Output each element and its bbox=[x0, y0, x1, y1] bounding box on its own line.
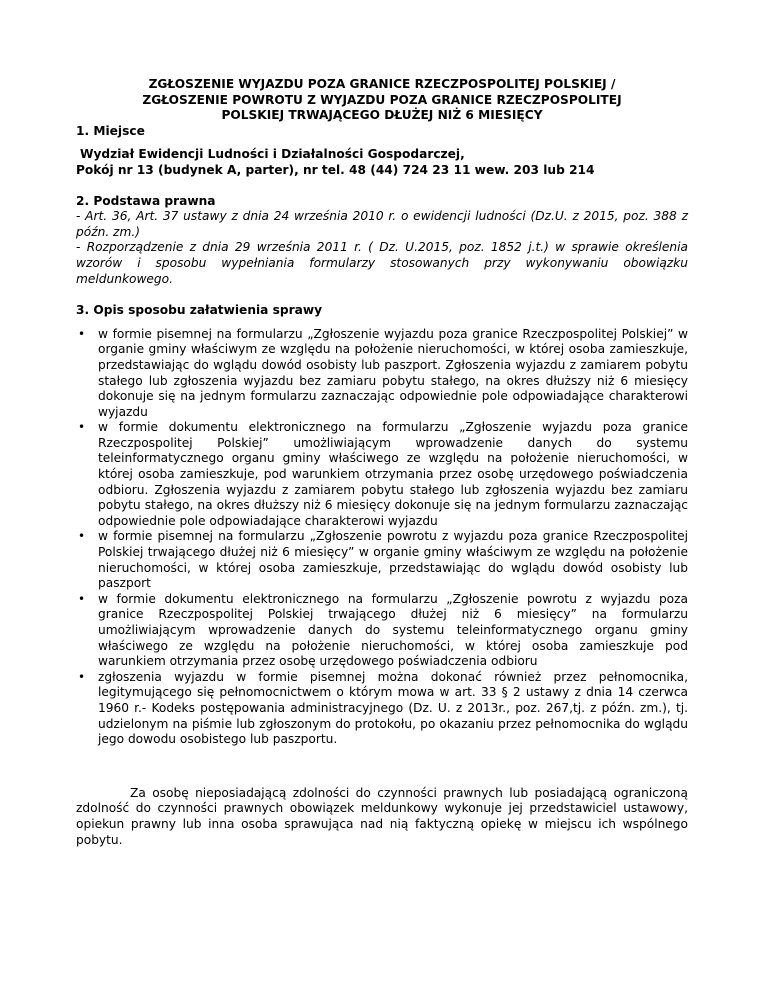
bullet-icon: • bbox=[78, 669, 86, 684]
procedure-item-text: zgłoszenia wyjazdu w formie pisemnej można dokonać również przez pełnomocnika, legitymującego się pełnomocnictwem o którym mowa w art. 33 § 2 ustawy z dnia 14 czerwca 1960 r.- Kodeks postępowania administracyjnego (Dz. U. z 2013r., poz. 267,tj. z późn. zm.), tj. udzielonym na piśmie lub zgłoszonym do protokołu, po okazaniu przez pełnomocnika do wglądu jego dowodu osobistego lub paszportu. bbox=[98, 669, 688, 747]
document-page bbox=[76, 77, 688, 848]
title-line-3: POLSKIEJ TRWAJĄCEGO DŁUŻEJ NIŻ 6 MIESIĘCY bbox=[221, 108, 543, 123]
procedure-item-text: w formie dokumentu elektronicznego na formularzu „Zgłoszenie wyjazdu poza granice Rzeczpospolitej Polskiej” umożliwiającym wprowadzenie danych do systemu teleinformatycznego organu gminy właściwego ze względu na położenie nieruchomości, w której osoba zamieszkuje, pod warunkiem otrzymania przez osobę urzędowego poświadczenia odbioru. Zgłoszenia wyjazdu z zamiarem pobytu stałego lub zgłoszenia wyjazdu bez zamiaru pobytu stałego, na okres dłuższy niż 6 miesięcy dokonuje się na jednym formularzu zaznaczając odpowiednie pole odpowiadające charakterowi wyjazdu bbox=[98, 420, 688, 528]
legal-basis-act: - Art. 36, Art. 37 ustawy z dnia 24 września 2010 r. o ewidencji ludności (Dz.U. z 2015, poz. 388 z późn. zm.) bbox=[76, 209, 688, 239]
closing-paragraph: Za osobę nieposiadającą zdolności do czynności prawnych lub posiadającą ograniczoną zdolność do czynności prawnych obowiązek meldunkowy wykonuje jej przedstawiciel ustawowy, opiekun prawny lub inna osoba sprawująca nad nią faktyczną opiekę w miejscu ich wspólnego pobytu. bbox=[76, 785, 688, 847]
section-3-heading: 3. Opis sposobu załatwienia sprawy bbox=[76, 303, 323, 318]
procedure-item-text: w formie dokumentu elektronicznego na formularzu „Zgłoszenie powrotu z wyjazdu poza granice Rzeczpospolitej Polskiej trwającego dłużej niż 6 miesięcy” na formularzu umożliwiającym wprowadzenie danych do systemu teleinformatycznego organu gminy właściwego ze względu na położenie nieruchomości, w której osoba zamieszkuje pod warunkiem otrzymania przez osobę urzędowego poświadczenia odbioru bbox=[98, 591, 688, 669]
bullet-icon: • bbox=[78, 420, 86, 435]
procedure-list bbox=[76, 327, 688, 748]
procedure-item bbox=[78, 420, 688, 529]
procedure-item-text: w formie pisemnej na formularzu „Zgłoszenie wyjazdu poza granice Rzeczpospolitej Polskiej” w organie gminy właściwym ze względu na położenie nieruchomości, w której osoba zamieszkuje, przedstawiając do wglądu dowód osobisty lub paszport. Zgłoszenia wyjazdu z zamiarem pobytu stałego lub zgłoszenia wyjazdu bez zamiaru pobytu stałego, na okres dłuższy niż 6 miesięcy dokonuje się na jednym formularzu zaznaczając odpowiednie pole odpowiadające charakterowi wyjazdu bbox=[98, 326, 688, 419]
procedure-item bbox=[78, 591, 688, 670]
procedure-item bbox=[78, 529, 688, 591]
procedure-item bbox=[78, 326, 688, 421]
place-room-phone: Pokój nr 13 (budynek A, parter), nr tel. 48 (44) 724 23 11 wew. 203 lub 214 bbox=[76, 162, 595, 177]
procedure-item bbox=[78, 669, 688, 748]
procedure-item-text: w formie pisemnej na formularzu „Zgłoszenie powrotu z wyjazdu poza granice Rzeczpospolitej Polskiej trwającego dłużej niż 6 miesięcy” w organie gminy właściwym ze względu na położenie nieruchomości, w której osoba zamieszkuje, przedstawiając do wglądu dowód osobisty lub paszport bbox=[98, 529, 688, 591]
title-line-1: ZGŁOSZENIE WYJAZDU POZA GRANICE RZECZPOSPOLITEJ POLSKIEJ / bbox=[148, 77, 616, 91]
title-line-2: ZGŁOSZENIE POWROTU Z WYJAZDU POZA GRANICE RZECZPOSPOLITEJ bbox=[142, 92, 622, 107]
section-1-heading: 1. Miejsce bbox=[76, 123, 145, 138]
bullet-icon: • bbox=[78, 326, 86, 341]
place-department: Wydział Ewidencji Ludności i Działalności Gospodarczej, bbox=[80, 147, 465, 162]
bullet-icon: • bbox=[78, 591, 86, 606]
document-title bbox=[66, 77, 698, 124]
place-details bbox=[76, 147, 688, 178]
section-2-heading: 2. Podstawa prawna bbox=[76, 193, 216, 208]
legal-basis-regulation: - Rozporządzenie z dnia 29 września 2011 r. ( Dz. U.2015, poz. 1852 j.t.) w sprawie określenia wzorów i sposobu wypełniania formularzy stosowanych przy wykonywaniu obowiązku meldunkowego. bbox=[76, 240, 688, 286]
bullet-icon: • bbox=[78, 529, 86, 544]
